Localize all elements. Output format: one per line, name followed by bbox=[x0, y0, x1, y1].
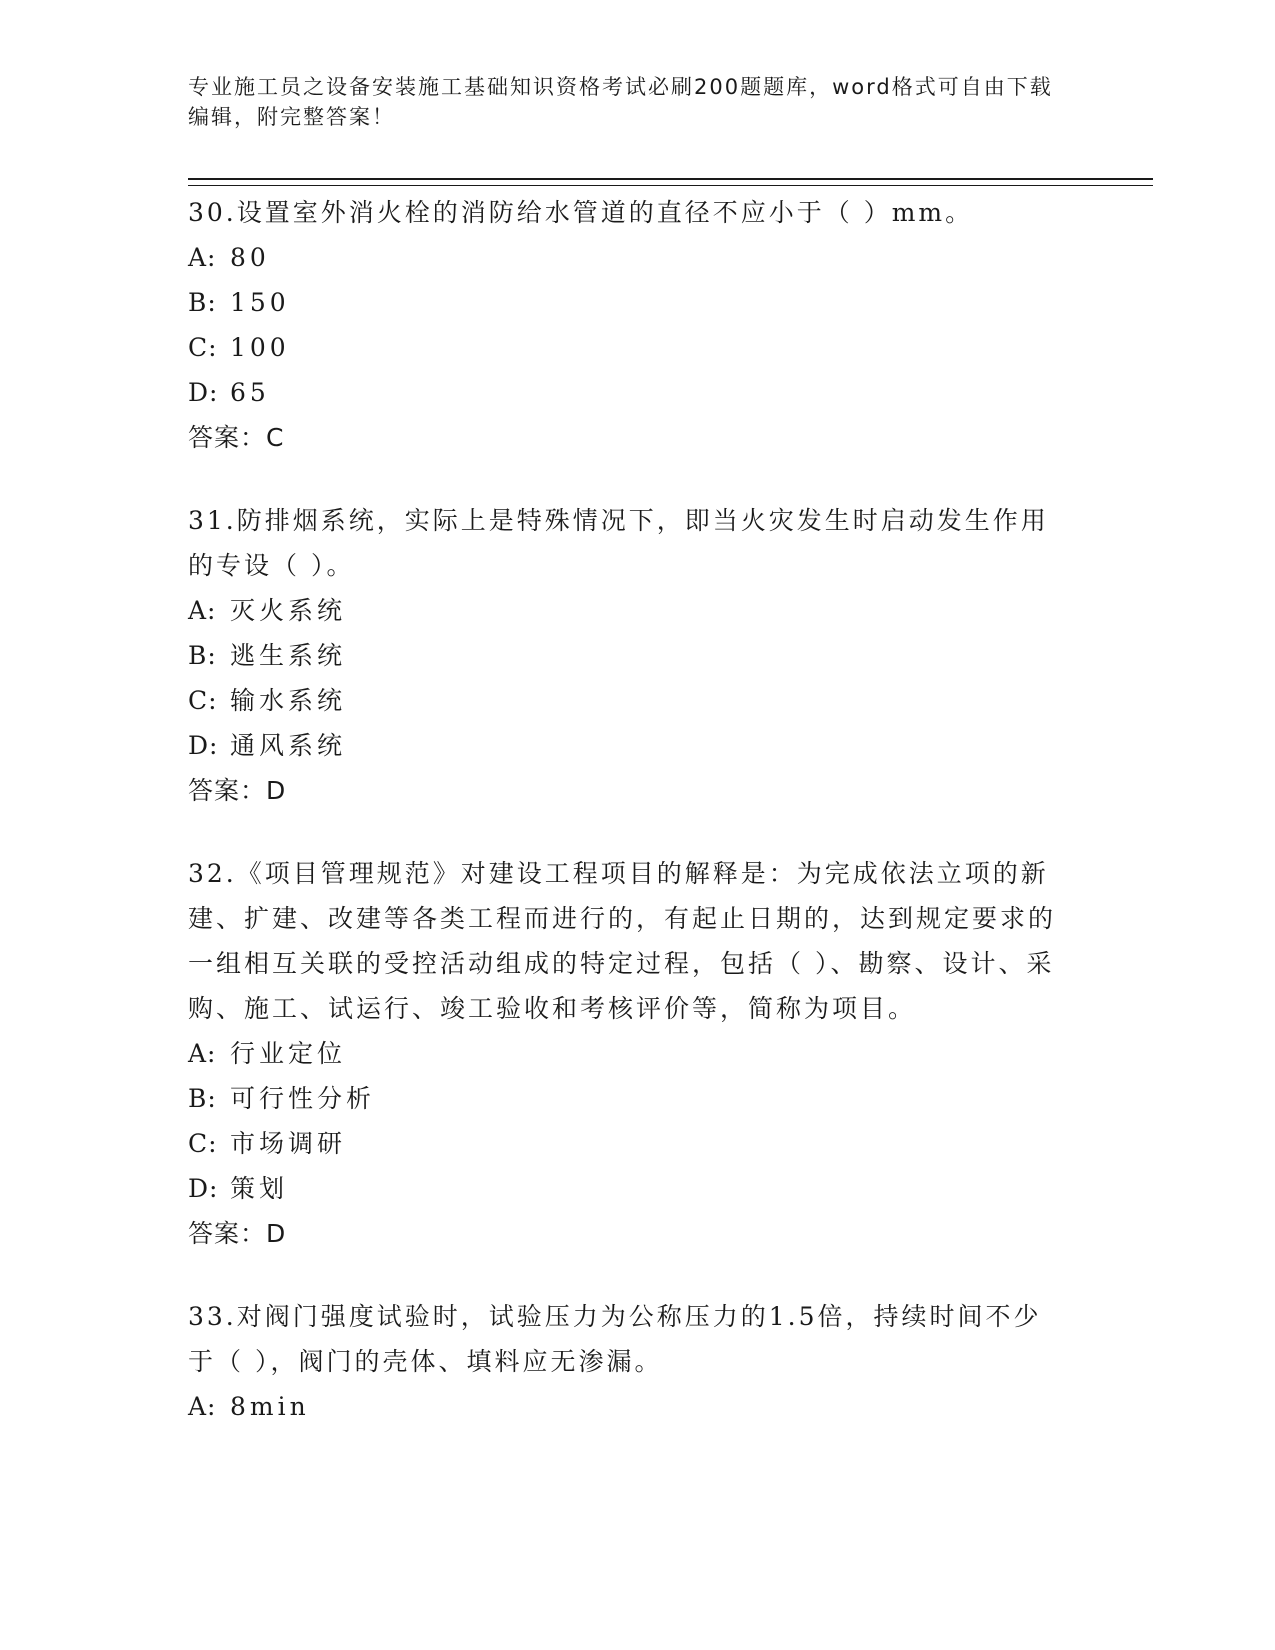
question-text: 33.对阀门强度试验时，试验压力为公称压力的1.5倍，持续时间不少于（ ），阀门的壳体、填料应无渗漏。 bbox=[188, 1302, 1042, 1376]
option-value: 通风系统 bbox=[230, 731, 347, 760]
question-31 bbox=[188, 498, 1068, 813]
question-text: 31.防排烟系统，实际上是特殊情况下，即当火灾发生时启动发生作用的专设（ ）。 bbox=[188, 506, 1049, 580]
option-value: 可行性分析 bbox=[230, 1084, 376, 1113]
option-key: A: bbox=[188, 596, 217, 625]
option-a bbox=[188, 235, 1068, 280]
answer-text: 答案：C bbox=[188, 423, 285, 452]
question-32 bbox=[188, 851, 1068, 1256]
option-value: 策划 bbox=[230, 1174, 289, 1203]
question-list bbox=[188, 190, 1068, 1467]
question-30 bbox=[188, 190, 1068, 460]
option-d bbox=[188, 1166, 1068, 1211]
option-value: 逃生系统 bbox=[230, 641, 347, 670]
option-value: 150 bbox=[230, 288, 290, 317]
option-key: B: bbox=[188, 641, 217, 670]
option-key: D: bbox=[188, 378, 219, 407]
option-key: A: bbox=[188, 243, 217, 272]
header-divider bbox=[188, 178, 1153, 186]
option-value: 65 bbox=[230, 378, 270, 407]
option-c bbox=[188, 1121, 1068, 1166]
option-key: B: bbox=[188, 288, 217, 317]
option-a bbox=[188, 1031, 1068, 1076]
option-value: 80 bbox=[230, 243, 270, 272]
option-key: D: bbox=[188, 731, 219, 760]
option-value: 行业定位 bbox=[230, 1039, 347, 1068]
answer-text: 答案：D bbox=[188, 1219, 287, 1248]
option-key: C: bbox=[188, 333, 218, 362]
option-key: A: bbox=[188, 1392, 217, 1421]
option-value: 100 bbox=[230, 333, 290, 362]
option-value: 输水系统 bbox=[230, 686, 347, 715]
option-b bbox=[188, 1076, 1068, 1121]
option-value: 灭火系统 bbox=[230, 596, 347, 625]
option-c bbox=[188, 678, 1068, 723]
option-c bbox=[188, 325, 1068, 370]
question-text: 30.设置室外消火栓的消防给水管道的直径不应小于（ ）mm。 bbox=[188, 198, 974, 227]
option-d bbox=[188, 370, 1068, 415]
question-33 bbox=[188, 1294, 1068, 1429]
option-b bbox=[188, 280, 1068, 325]
option-a bbox=[188, 588, 1068, 633]
option-key: D: bbox=[188, 1174, 219, 1203]
document-header: 专业施工员之设备安装施工基础知识资格考试必刷200题题库，word格式可自由下载编辑，附完整答案！ bbox=[188, 75, 1053, 129]
question-text: 32.《项目管理规范》对建设工程项目的解释是：为完成依法立项的新建、扩建、改建等各类工程而进行的，有起止日期的，达到规定要求的一组相互关联的受控活动组成的特定过程，包括（ ）、勘察、设计、采购、施工、试运行、竣工验收和考核评价等，简称为项目。 bbox=[188, 859, 1057, 1023]
option-d bbox=[188, 723, 1068, 768]
option-value: 8min bbox=[230, 1392, 310, 1421]
option-key: A: bbox=[188, 1039, 217, 1068]
answer-text: 答案：D bbox=[188, 776, 287, 805]
option-a bbox=[188, 1384, 1068, 1429]
option-key: B: bbox=[188, 1084, 217, 1113]
option-value: 市场调研 bbox=[230, 1129, 347, 1158]
option-b bbox=[188, 633, 1068, 678]
option-key: C: bbox=[188, 1129, 218, 1158]
option-key: C: bbox=[188, 686, 218, 715]
